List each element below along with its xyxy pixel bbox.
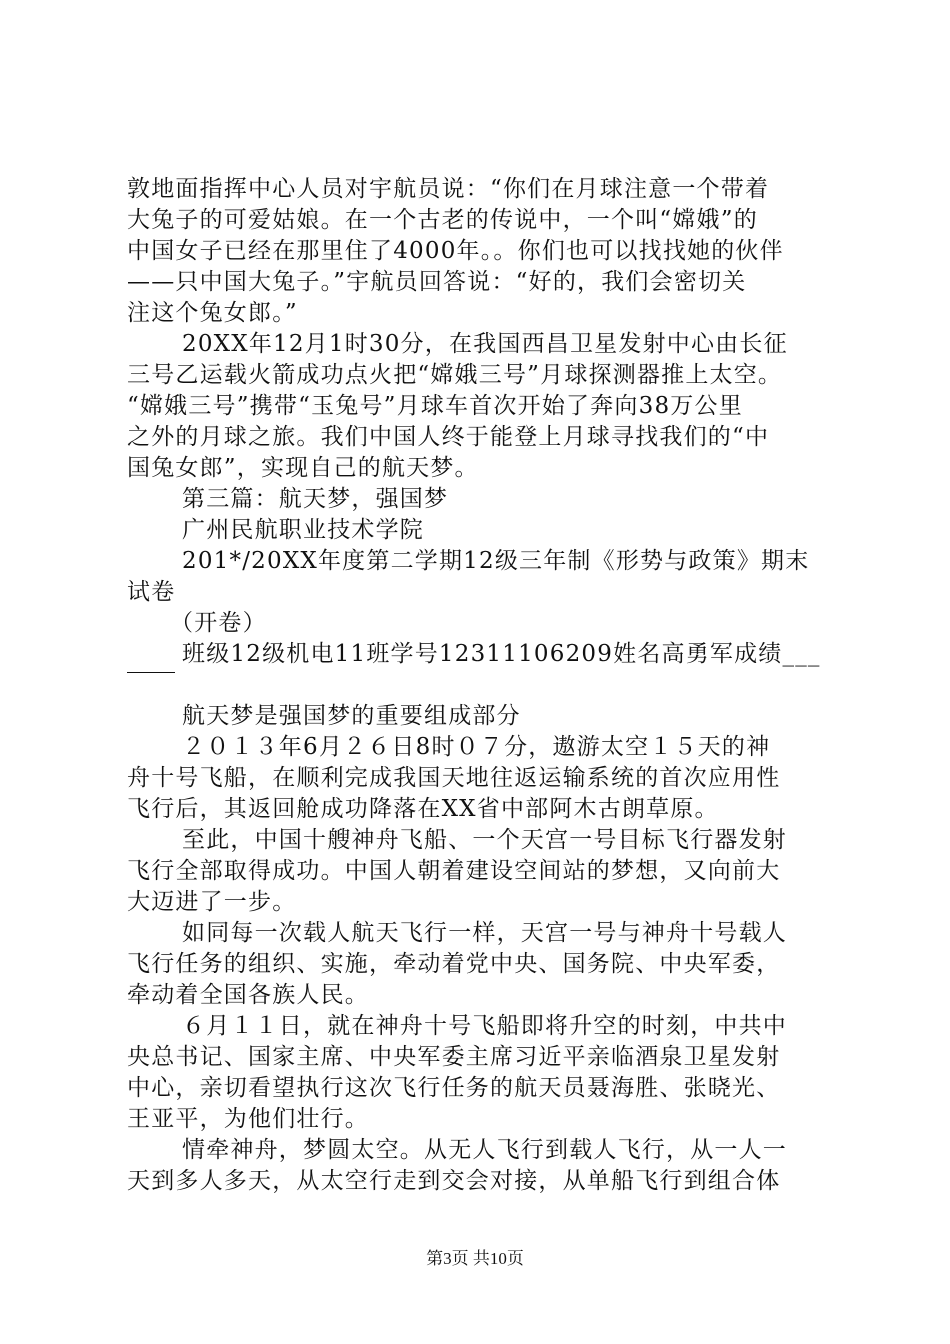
exam-type: （开卷） (170, 610, 267, 636)
paragraph-start: ６月１１日，就在神舟十号飞船即将升空的时刻，中共中 (182, 1013, 787, 1039)
exam-title: 201*/20XX年度第二学期12级三年制《形势与政策》期末 (182, 548, 810, 574)
text-line: 敦地面指挥中心人员对宇航员说：“你们在月球注意一个带着 (127, 176, 770, 202)
text-line: 中心，亲切看望执行这次飞行任务的航天员聂海胜、张晓光、 (127, 1075, 781, 1101)
school-name: 广州民航职业技术学院 (182, 517, 424, 543)
page-footer: 第3页 共10页 (426, 1249, 524, 1268)
text-line: 飞行全部取得成功。中国人朝着建设空间站的梦想，又向前大 (127, 858, 781, 884)
text-line: 三号乙运载火箭成功点火把“嫦娥三号”月球探测器推上太空。 (127, 362, 783, 388)
text-line: “嫦娥三号”携带“玉兔号”月球车首次开始了奔向38万公里 (127, 393, 743, 419)
section-heading: 第三篇：航天梦，强国梦 (182, 486, 449, 512)
text-line: ——只中国大兔子。”宇航员回答说：“好的，我们会密切关 (127, 269, 747, 295)
text-line: 飞行后，其返回舱成功降落在XX省中部阿木古朗草原。 (127, 796, 719, 822)
exam-title-cont: 试卷 (127, 579, 176, 605)
text-line: 牵动着全国各族人民。 (127, 982, 369, 1008)
paragraph-start: 至此，中国十艘神舟飞船、一个天宫一号目标飞行器发射 (182, 827, 787, 853)
text-line: 飞行任务的组织、实施，牵动着党中央、国务院、中央军委， (127, 951, 781, 977)
paragraph-start: ２０１３年6月２６日8时０７分，遨游太空１５天的神 (182, 734, 771, 760)
text-line: 国兔女郎”，实现自己的航天梦。 (127, 455, 479, 481)
text-line: 央总书记、国家主席、中央军委主席习近平亲临酒泉卫星发射 (127, 1044, 781, 1070)
text-line: 舟十号飞船，在顺利完成我国天地往返运输系统的首次应用性 (127, 765, 781, 791)
paragraph-start: 如同每一次载人航天飞行一样，天宫一号与神舟十号载人 (182, 920, 787, 946)
text-line: 王亚平，为他们壮行。 (127, 1106, 369, 1132)
essay-title: 航天梦是强国梦的重要组成部分 (182, 703, 521, 729)
text-line: 天到多人多天，从太空行走到交会对接，从单船飞行到组合体 (127, 1168, 781, 1194)
text-line: 之外的月球之旅。我们中国人终于能登上月球寻找我们的“中 (127, 424, 770, 450)
text-line: 大迈进了一步。 (127, 889, 297, 915)
paragraph-start: 情牵神舟，梦圆太空。从无人飞行到载人飞行，从一人一 (182, 1137, 787, 1163)
student-info: 班级12级机电11班学号12311106209姓名高勇军成绩___ (182, 641, 821, 667)
paragraph-start: 20XX年12月1时30分，在我国西昌卫星发射中心由长征 (182, 331, 788, 357)
text-line: 中国女子已经在那里住了4000年。。你们也可以找找她的伙伴 (127, 238, 784, 264)
blank-underline (127, 672, 175, 673)
text-line: 大兔子的可爱姑娘。在一个古老的传说中，一个叫“嫦娥”的 (127, 207, 758, 233)
text-line: 注这个兔女郎。” (127, 300, 298, 326)
